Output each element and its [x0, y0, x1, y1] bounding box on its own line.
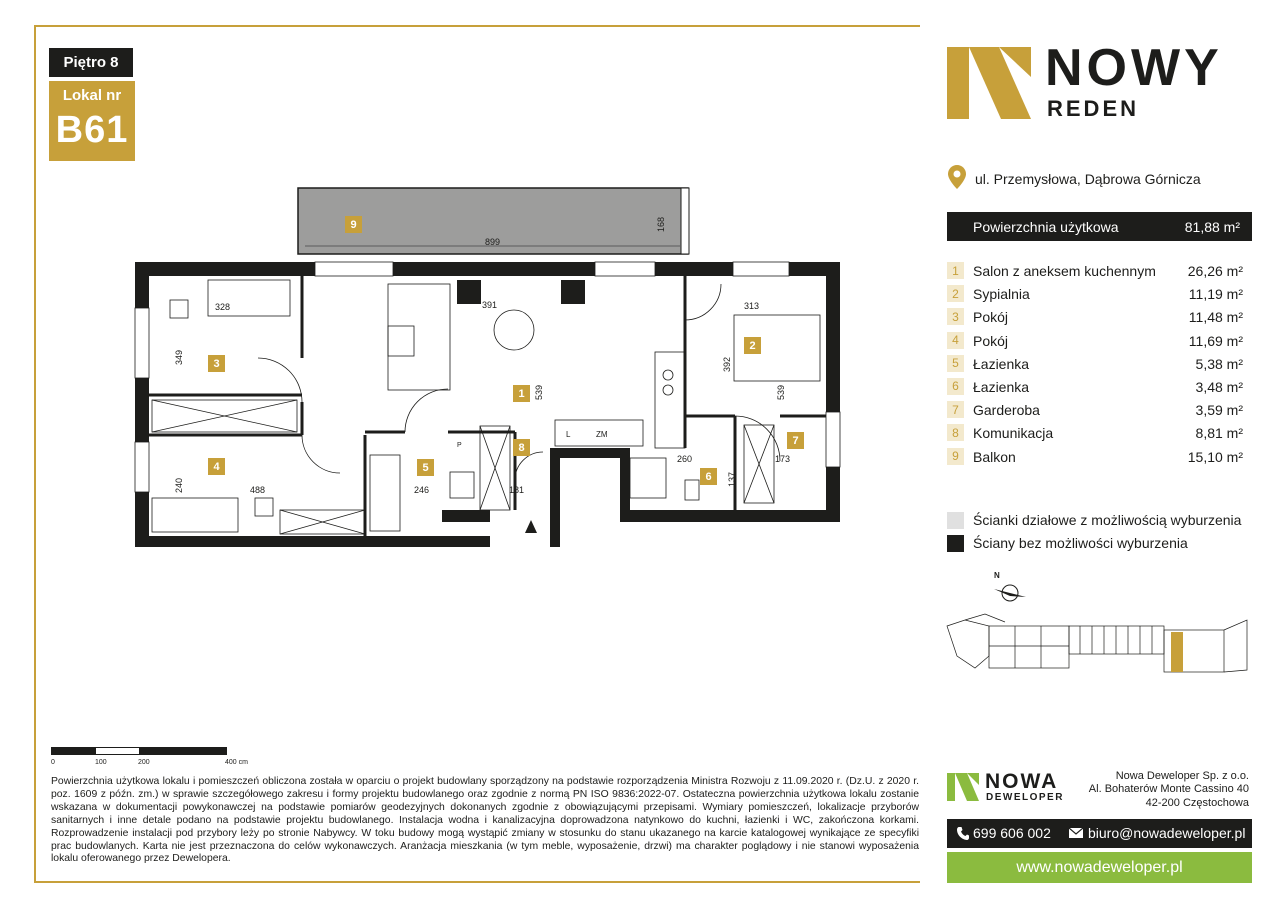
- unit-label: Lokal nr: [62, 87, 122, 104]
- dim-r3-height: 349: [174, 349, 184, 365]
- phone-icon: [957, 827, 969, 840]
- fridge-label: L: [566, 430, 571, 439]
- washer-label: P: [457, 442, 462, 449]
- list-item: [947, 399, 1243, 422]
- room-number: 6: [947, 378, 964, 395]
- room-marker-2: 2: [744, 337, 761, 354]
- total-area-label: Powierzchnia użytkowa: [973, 219, 1119, 235]
- room-marker-1: 1: [513, 385, 530, 402]
- legend-fixed-label: Ściany bez możliwości wyburzenia: [973, 535, 1188, 551]
- address-text: ul. Przemysłowa, Dąbrowa Górnicza: [975, 171, 1201, 187]
- floor-badge: Piętro 8: [49, 48, 133, 77]
- company-name: Nowa Deweloper Sp. z o.o.: [1115, 770, 1249, 782]
- dim-r8-width: 181: [509, 485, 525, 495]
- room-area: 15,10 m²: [1187, 448, 1243, 465]
- disclaimer-notes: Powierzchnia użytkowa lokalu i pomieszczeń obliczona została w oparciu o projekt budowlany sporządzony na podstawie rozporządzenia Ministra Rozwoju z 11.09.2020 r. (Dz.U. z 2020 r. poz. 1609 z późn. zm.) w sprawie szczegółowego zakresu i formy projektu budowlanego oraz zgodnie z normą PN ISO 9836:2022-07. Ostateczna powierzchnia użytkowa lokalu zostanie wskazana w dokumentacji powykonawczej na podstawie pomiarów geodezyjnych dokonanych zgodnie z obowiązującymi przepisami. Wymiary pomieszczeń, lokalizacje przyborów sanitarnych i inne detale podano na podstawie projektu budowlanego. Instalacja wodna i kanalizacyjna doprowadzona natynkowo do kuchni, łazienki i WC, zakończona korkami. Rozprowadzenie instalacji pod przybory leży po stronie Nabywcy. W toku budowy mogą wystąpić zmiany w stosunku do stanu ukazanego na karcie katalogowej wynikające ze specyfiki prac budowlanych. Karta nie jest przeznaczona do celów wykonawczych. Aranżacja mieszkania (w tym meble, wyposażenie, drzwi) ma charakter poglądowy i nie stanowi wyposażenia lokalu oferowanego przez Dewelopera.: [51, 776, 919, 865]
- room-number: 1: [947, 262, 964, 279]
- compass-icon: [992, 580, 1028, 606]
- room-number: 3: [947, 308, 964, 325]
- balcony-rail: [681, 188, 689, 254]
- list-item: [947, 260, 1243, 283]
- scale-bar: [51, 747, 227, 755]
- room-name: Garderoba: [973, 402, 1040, 419]
- bottom-frame-line: [34, 881, 920, 883]
- room-area: 11,69 m²: [1188, 332, 1243, 349]
- brand-name: NOWY: [1045, 39, 1223, 97]
- site-plan-map: [945, 612, 1250, 682]
- room-name: Sypialnia: [973, 286, 1030, 303]
- dim-r2-height: 392: [722, 356, 732, 372]
- room-name: Pokój: [973, 309, 1009, 326]
- email-address[interactable]: biuro@nowadeweloper.pl: [1088, 825, 1246, 841]
- room-area: 3,59 m²: [1195, 402, 1243, 419]
- room-number: 7: [947, 401, 964, 418]
- room-area: 11,48 m²: [1188, 309, 1243, 326]
- legend-swatch-light: [947, 512, 964, 529]
- room-number: 2: [947, 285, 964, 302]
- location-pin-icon: [948, 165, 966, 189]
- rooms-list: [947, 260, 1243, 469]
- dim-r3-width: 328: [215, 302, 231, 312]
- room-area: 11,19 m²: [1188, 286, 1243, 303]
- room-name: Komunikacja: [973, 425, 1054, 442]
- floor-plan: [130, 180, 850, 560]
- scale-label-200: 200: [138, 759, 150, 766]
- dim-balcony-width: 899: [485, 237, 501, 247]
- nowy-reden-logo-icon: [947, 47, 1031, 119]
- list-item: [947, 306, 1243, 329]
- brand-subname: REDEN: [1047, 96, 1140, 121]
- dim-r4-height: 240: [174, 477, 184, 493]
- dim-r2-width: 313: [744, 301, 760, 311]
- room-area: 26,26 m²: [1187, 263, 1243, 279]
- list-item: [947, 283, 1243, 306]
- company-city: 42-200 Częstochowa: [1145, 796, 1249, 809]
- room-number: 9: [947, 448, 964, 465]
- room-marker-4: 4: [208, 458, 225, 475]
- list-item: [947, 330, 1243, 353]
- dim-r1-top: 391: [482, 300, 498, 310]
- dim-r7-height: 539: [776, 384, 786, 400]
- site-plan-highlight: [1171, 632, 1183, 672]
- unit-badge: [49, 81, 135, 161]
- developer-logo-name: NOWA: [985, 770, 1059, 793]
- entrance-arrow: [525, 520, 537, 533]
- scale-bar-segment-2: [139, 748, 226, 754]
- furniture: [152, 280, 820, 534]
- nowa-deweloper-logo-icon: [947, 773, 979, 801]
- scale-label-400: 400 cm: [225, 759, 248, 766]
- dim-r6-width: 260: [677, 454, 693, 464]
- room-area: 3,48 m²: [1195, 378, 1243, 395]
- dim-r7-width: 173: [775, 454, 791, 464]
- room-name: Łazienka: [973, 378, 1030, 395]
- total-area-bar: [947, 212, 1252, 241]
- legend-removable-label: Ścianki działowe z możliwością wyburzenia: [973, 512, 1242, 528]
- room-area: 8,81 m²: [1195, 425, 1243, 442]
- room-marker-5: 5: [417, 459, 434, 476]
- room-number: 8: [947, 424, 964, 441]
- email-icon: [1069, 828, 1083, 838]
- list-item: [947, 422, 1243, 445]
- room-number: 5: [947, 355, 964, 372]
- room-marker-6: 6: [700, 468, 717, 485]
- room-marker-9: 9: [345, 216, 362, 233]
- room-name: Pokój: [973, 332, 1009, 349]
- room-number: 4: [947, 332, 964, 349]
- room-name: Łazienka: [973, 355, 1030, 372]
- list-item: [947, 376, 1243, 399]
- left-frame-line: [34, 25, 36, 883]
- interior-walls: [149, 276, 826, 536]
- scale-label-100: 100: [95, 759, 107, 766]
- dim-r6-height: 137: [727, 471, 737, 487]
- legend-swatch-dark: [947, 535, 964, 552]
- room-marker-8: 8: [513, 439, 530, 456]
- list-item: [947, 353, 1243, 376]
- dim-r5-width: 246: [414, 485, 430, 495]
- scale-label-0: 0: [51, 759, 55, 766]
- room-name: Salon z aneksem kuchennym: [973, 263, 1156, 279]
- unit-number: B61: [55, 109, 129, 151]
- dim-balcony-depth: 168: [656, 216, 666, 232]
- dim-r4-width: 488: [250, 485, 266, 495]
- scale-bar-segment-1: [52, 748, 96, 754]
- phone-number[interactable]: 699 606 002: [973, 825, 1051, 841]
- website-link[interactable]: www.nowadeweloper.pl: [947, 852, 1252, 883]
- room-area: 5,38 m²: [1195, 355, 1243, 372]
- contact-bar: [947, 819, 1252, 848]
- room-marker-3: 3: [208, 355, 225, 372]
- compass-north-label: N: [994, 571, 1000, 580]
- room-marker-7: 7: [787, 432, 804, 449]
- company-street: Al. Bohaterów Monte Cassino 40: [1088, 783, 1249, 796]
- developer-logo-subname: DEWELOPER: [986, 792, 1064, 803]
- freezer-label: ZM: [596, 430, 608, 439]
- top-frame-line: [34, 25, 920, 27]
- room-name: Balkon: [973, 448, 1016, 465]
- company-info: [1089, 770, 1249, 810]
- dim-r1-height: 539: [534, 384, 544, 400]
- total-area-value: 81,88 m²: [1184, 219, 1240, 235]
- list-item: [947, 446, 1243, 469]
